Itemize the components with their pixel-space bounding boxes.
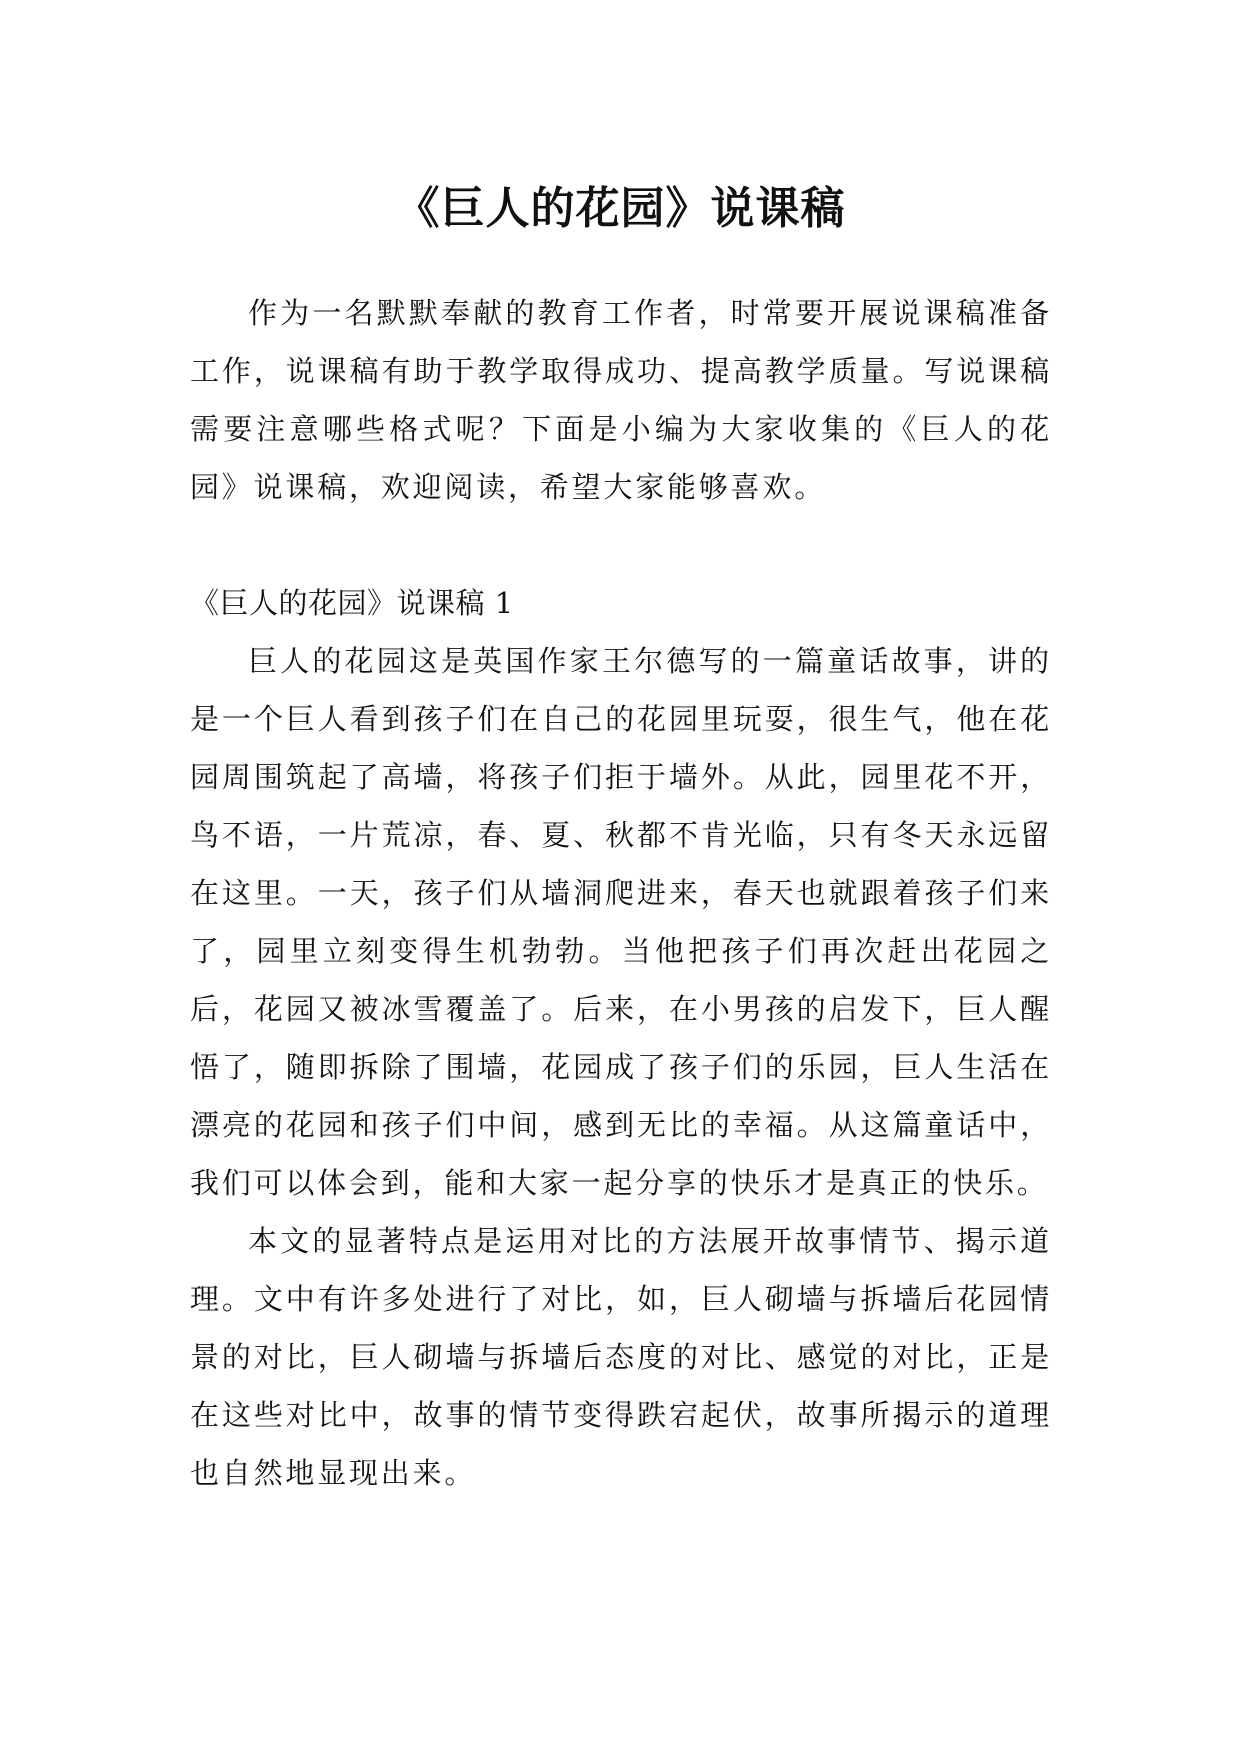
intro-paragraph: 作为一名默默奉献的教育工作者，时常要开展说课稿准备工作，说课稿有助于教学取得成功、提高教学质量。写说课稿需要注意哪些格式呢？下面是小编为大家收集的《巨人的花园》说课稿，欢迎阅读，希望大家能够喜欢。: [190, 296, 1052, 504]
body-paragraph-2: 本文的显著特点是运用对比的方法展开故事情节、揭示道理。文中有许多处进行了对比，如，巨人砌墙与拆墙后花园情景的对比，巨人砌墙与拆墙后态度的对比、感觉的对比，正是在这些对比中，故事的情节变得跌宕起伏，故事所揭示的道理也自然地显现出来。: [190, 1224, 1052, 1490]
document-body: [190, 284, 1052, 1502]
body-paragraph-1: 巨人的花园这是英国作家王尔德写的一篇童话故事，讲的是一个巨人看到孩子们在自己的花园里玩耍，很生气，他在花园周围筑起了高墙，将孩子们拒于墙外。从此，园里花不开，鸟不语，一片荒凉，春、夏、秋都不肯光临，只有冬天永远留在这里。一天，孩子们从墙洞爬进来，春天也就跟着孩子们来了，园里立刻变得生机勃勃。当他把孩子们再次赶出花园之后，花园又被冰雪覆盖了。后来，在小男孩的启发下，巨人醒悟了，随即拆除了围墙，花园成了孩子们的乐园，巨人生活在漂亮的花园和孩子们中间，感到无比的幸福。从这篇童话中，我们可以体会到，能和大家一起分享的快乐才是真正的快乐。: [190, 644, 1052, 1200]
page-title: 《巨人的花园》说课稿: [395, 183, 846, 235]
section-heading: 《巨人的花园》说课稿 1: [190, 586, 514, 620]
